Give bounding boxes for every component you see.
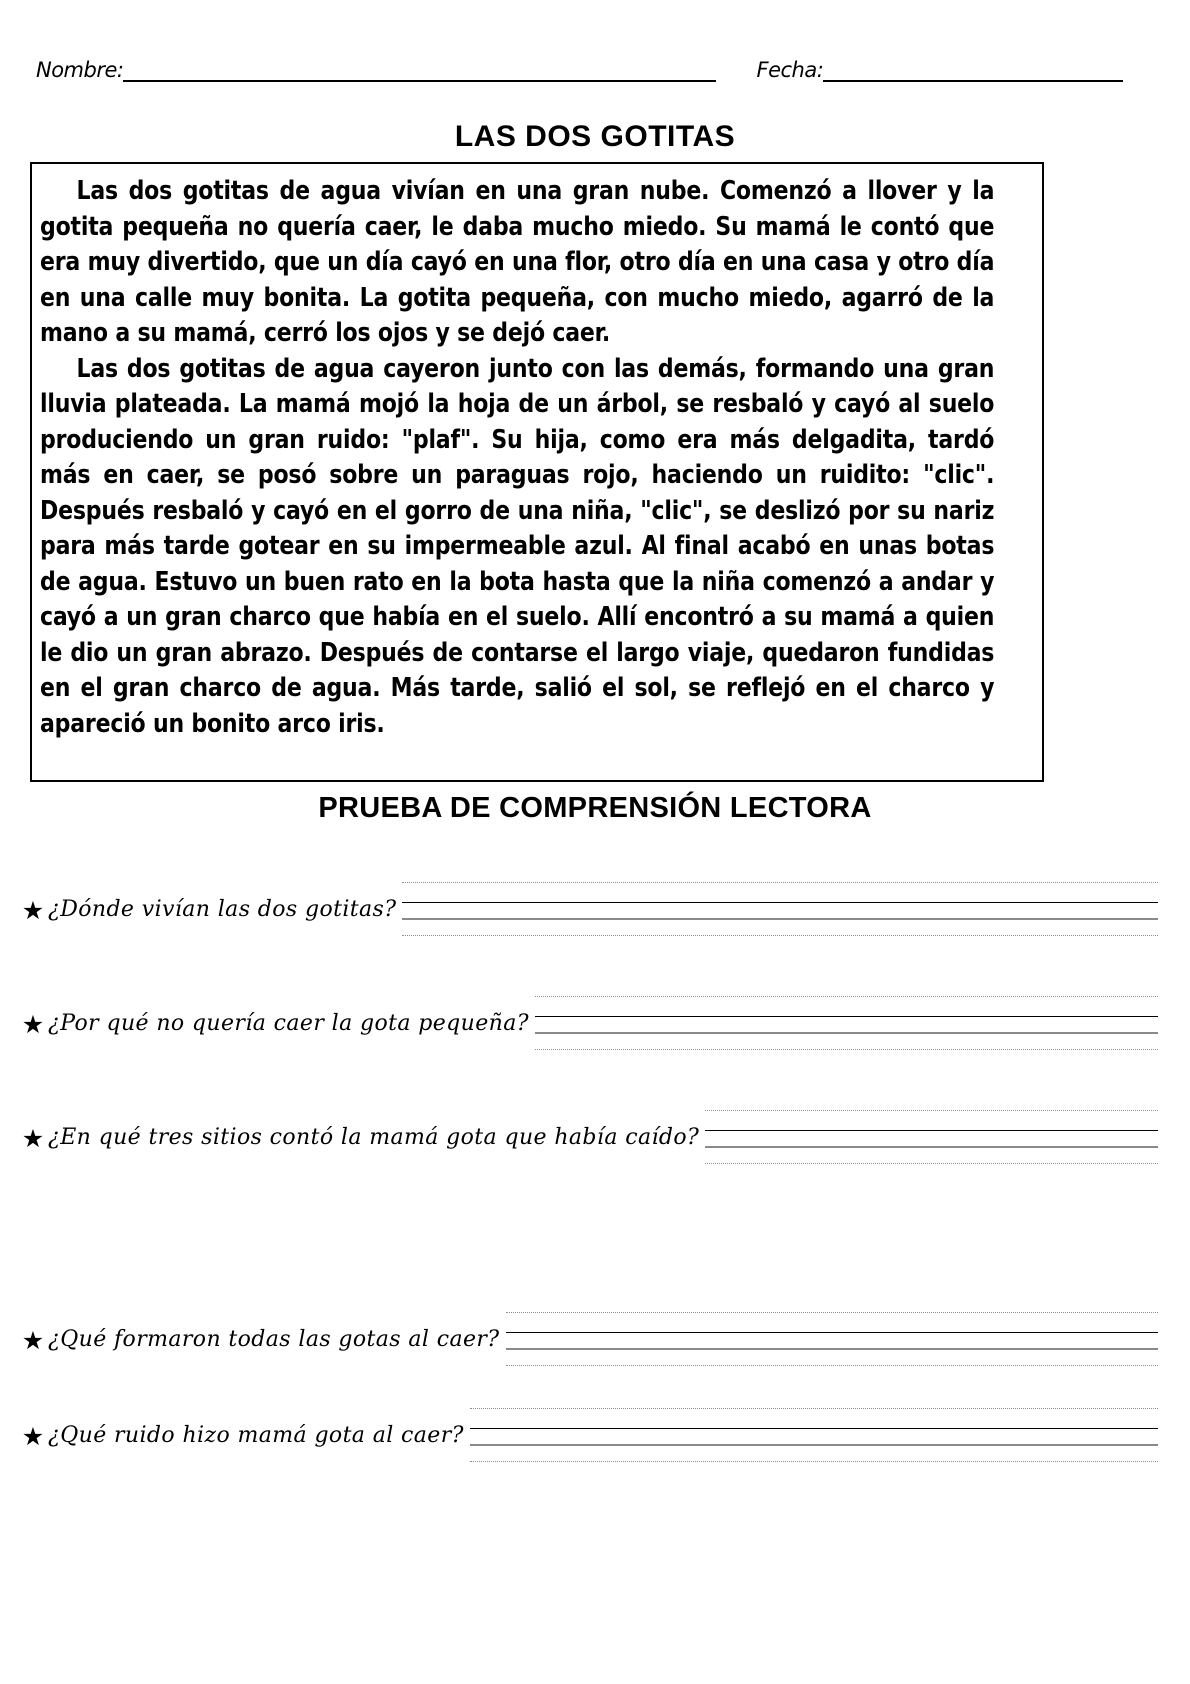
page-title: LAS DOS GOTITAS xyxy=(454,120,736,153)
date-label: Fecha: xyxy=(756,58,824,82)
question-text: ¿Dónde vivían las dos gotitas? xyxy=(48,897,397,923)
passage-text-1: Las dos gotitas de agua vivían en una gran nube. Comenzó a llover y la gotita pequeña no quería caer, le daba mucho miedo. Su mamá le contó que era muy divertido, que un día cayó en una flor, otro día en una casa y otro día en una calle muy bonita. La gotita pequeña, con mucho miedo, agarró de la mano a su mamá, cerró los ojos y se dejó caer. xyxy=(40,176,995,348)
guide-line-dotted-bottom xyxy=(506,1365,1158,1366)
guide-line-solid xyxy=(506,1332,1158,1333)
passage-paragraph-1 xyxy=(40,174,994,352)
section-title: PRUEBA DE COMPRENSIÓN LECTORA xyxy=(318,792,872,824)
name-write-line[interactable] xyxy=(123,79,716,82)
guide-line-dotted-top xyxy=(535,996,1158,997)
name-field-group xyxy=(36,60,716,82)
question-text: ¿Por qué no quería caer la gota pequeña? xyxy=(48,1011,529,1037)
spacer xyxy=(0,1232,1190,1310)
question-text: ¿Qué formaron todas las gotas al caer? xyxy=(48,1327,500,1353)
guide-line-dotted-top xyxy=(506,1312,1158,1313)
guide-line-solid xyxy=(470,1428,1158,1429)
answer-lines[interactable] xyxy=(506,1310,1158,1372)
guide-line-dotted-bottom xyxy=(705,1163,1158,1164)
name-label: Nombre: xyxy=(36,58,124,82)
guide-line-baseline xyxy=(470,1444,1158,1446)
answer-lines[interactable] xyxy=(402,880,1158,942)
spacer xyxy=(0,1056,1190,1108)
spacer xyxy=(0,942,1190,994)
guide-line-baseline xyxy=(506,1348,1158,1350)
star-icon: ★ xyxy=(21,1010,45,1039)
question-row xyxy=(0,994,1190,1056)
passage-text-2: Las dos gotitas de agua cayeron junto con las demás, formando una gran lluvia plateada. La mamá mojó la hoja de un árbol, se resbaló y cayó al suelo produciendo un gran ruido: "plaf". Su hija, como era más delgadita, tardó más en caer, se posó sobre un paraguas rojo, haciendo un ruidito: "clic". Después resbaló y cayó en el gorro de una niña, "clic", se deslizó por su nariz para más tarde gotear en su impermeable azul. Al final acabó en unas botas de agua. Estuvo un buen rato en la bota hasta que la niña comenzó a andar y cayó a un gran charco que había en el suelo. Allí encontró a su mamá a quien le dio un gran abrazo. Después de contarse el largo viaje, quedaron fundidas en el gran charco de agua. Más tarde, salió el sol, se reflejó en el charco y apareció un bonito arco iris. xyxy=(40,353,995,739)
guide-line-dotted-bottom xyxy=(535,1049,1158,1050)
guide-line-solid xyxy=(402,902,1158,903)
question-text: ¿En qué tres sitios contó la mamá gota que había caído? xyxy=(48,1125,700,1151)
question-block-1 xyxy=(0,880,1190,942)
guide-line-dotted-top xyxy=(705,1110,1158,1111)
guide-line-solid xyxy=(705,1130,1158,1131)
answer-lines[interactable] xyxy=(705,1108,1158,1170)
guide-line-dotted-bottom xyxy=(402,935,1158,936)
date-write-line[interactable] xyxy=(823,79,1123,82)
question-text: ¿Qué ruido hizo mamá gota al caer? xyxy=(48,1423,464,1449)
guide-line-baseline xyxy=(535,1032,1158,1034)
answer-lines[interactable] xyxy=(535,994,1158,1056)
student-info-row xyxy=(36,48,1154,82)
star-icon: ★ xyxy=(21,1124,45,1153)
spacer xyxy=(0,1372,1190,1406)
question-block-5 xyxy=(0,1406,1190,1468)
guide-line-solid xyxy=(535,1016,1158,1017)
reading-passage-box xyxy=(30,162,1044,782)
question-row xyxy=(0,1310,1190,1372)
question-block-4 xyxy=(0,1310,1190,1372)
answer-lines-continuation[interactable] xyxy=(18,1170,1158,1232)
questions-list xyxy=(0,880,1190,1468)
star-icon: ★ xyxy=(21,1422,45,1451)
passage-paragraph-2 xyxy=(40,352,994,743)
guide-line-baseline xyxy=(705,1146,1158,1148)
guide-line-baseline xyxy=(402,918,1158,920)
guide-line-dotted-bottom xyxy=(470,1461,1158,1462)
date-field-group xyxy=(756,60,1123,82)
question-row xyxy=(0,880,1190,942)
question-block-2 xyxy=(0,994,1190,1056)
guide-line-dotted-top xyxy=(470,1408,1158,1409)
question-row xyxy=(0,1108,1190,1170)
question-row xyxy=(0,1406,1190,1468)
answer-lines[interactable] xyxy=(470,1406,1158,1468)
question-block-3 xyxy=(0,1108,1190,1232)
star-icon: ★ xyxy=(21,896,45,925)
guide-line-dotted-top xyxy=(402,882,1158,883)
star-icon: ★ xyxy=(21,1326,45,1355)
